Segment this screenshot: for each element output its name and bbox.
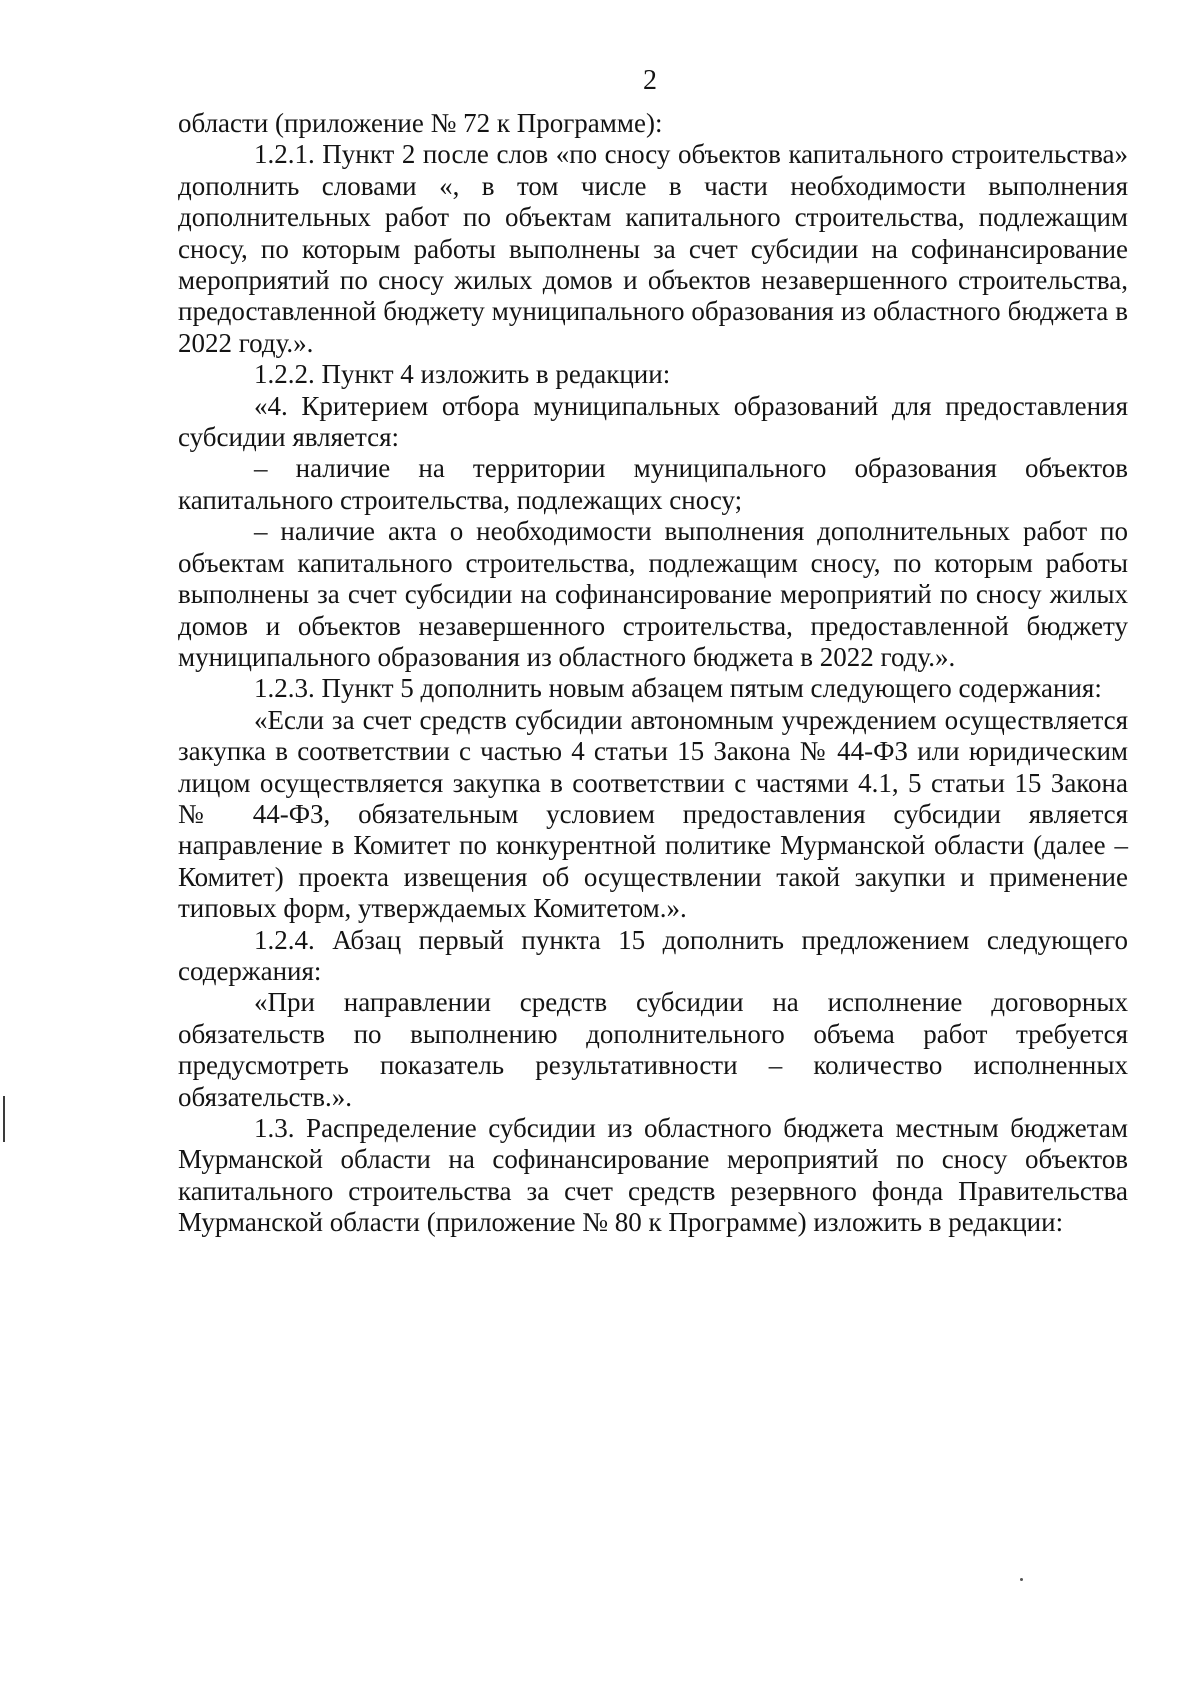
paragraph-purchase-condition: «Если за счет средств субсидии автономным учреждением осуществляется закупка в соответствии с частью 4 статьи 15 Закона № 44-ФЗ или юридическим лицом осуществляется закупка в соответствии с частями 4.1, 5 статьи 15 Закона № 44-ФЗ, обязательным условием предоставления субсидии является направление в Комитет по конкурентной политике Мурманской области (далее – Комитет) проекта извещения об осуществлении такой закупки и применение типовых форм, утверждаемых Комитетом.». — [178, 704, 1128, 924]
paragraph-1-3: 1.3. Распределение субсидии из областного бюджета местным бюджетам Мурманской области на софинансирование мероприятий по сносу объектов капитального строительства за счет средств резервного фонда Правительства Мурманской области (приложение № 80 к Программе) изложить в редакции: — [178, 1113, 1128, 1238]
scan-dot — [1020, 1578, 1023, 1581]
paragraph-1-2-2: 1.2.2. Пункт 4 изложить в редакции: — [254, 359, 671, 390]
paragraph-1-2-1: 1.2.1. Пункт 2 после слов «по сносу объектов капитального строительства» дополнить словами «, в том числе в части необходимости выполнения дополнительных работ по объектам капитального строительства, подлежащим сносу, по которым работы выполнены за счет субсидии на софинансирование мероприятий по сносу жилых домов и объектов незавершенного строительства, предоставленной бюджету муниципального образования из областного бюджета в 2022 году.». — [178, 139, 1128, 358]
scan-margin-mark — [3, 1096, 5, 1142]
paragraph-intro: области (приложение № 72 к Программе): — [178, 108, 663, 138]
paragraph-criterion-item-2: – наличие акта о необходимости выполнения дополнительных работ по объектам капитального строительства, подлежащим сносу, по которым работы выполнены за счет субсидии на софинансирование мероприятий по сносу жилых домов и объектов незавершенного строительства, предоставленной бюджету муниципального образования из областного бюджета в 2022 году.». — [178, 516, 1128, 672]
paragraph-criterion: «4. Критерием отбора муниципальных образований для предоставления субсидии является: — [178, 390, 1128, 453]
paragraph-performance-indicator: «При направлении средств субсидии на исполнение договорных обязательств по выполнению дополнительного объема работ требуется предусмотреть показатель результативности – количество исполненных обязательств.». — [178, 987, 1128, 1112]
paragraph-1-2-3: 1.2.3. Пункт 5 дополнить новым абзацем пятым следующего содержания: — [254, 673, 1102, 704]
paragraph-criterion-item-1: – наличие на территории муниципального образования объектов капитального строительства, подлежащих сносу; — [178, 453, 1128, 515]
page-number: 2 — [643, 65, 657, 96]
document-body — [178, 108, 1128, 1239]
paragraph-1-2-4: 1.2.4. Абзац первый пункта 15 дополнить предложением следующего содержания: — [178, 924, 1128, 986]
